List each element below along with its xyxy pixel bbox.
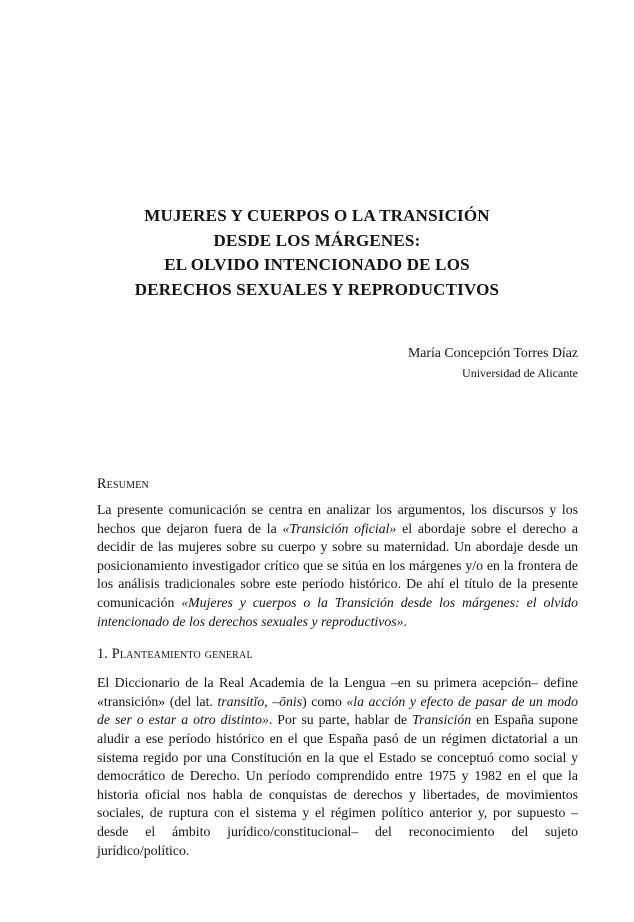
byline	[97, 344, 578, 381]
author-name: María Concepción Torres Díaz	[407, 345, 578, 360]
section-1-paragraph: El Diccionario de la Real Academia de la Lengua –en su primera acepción– define «transición» (del lat. transitĭo, –ōnis) como «la acción y efecto de pasar de un modo de ser o estar a otro distinto». Por su parte, hablar de Transición en España supone aludir a ese período histórico en el que España pasó de un régimen dictatorial a un sistema regido por una Constitución en la que el Estado se conceptuó como social y democrático de Derecho. Un período comprendido entre 1975 y 1982 en el que la historia oficial nos habla de conquistas de derechos y libertades, de movimientos sociales, de ruptura con el sistema y el régimen político anterior y, por supuesto –desde el ámbito jurídico/constitucional– del reconocimiento del sujeto jurídico/político.	[97, 675, 578, 858]
author-affiliation: Universidad de Alicante	[462, 366, 578, 380]
section-1-heading: 1. Planteamiento general	[97, 646, 253, 663]
title-line: DESDE LOS MÁRGENES:	[213, 230, 421, 250]
page-body	[97, 430, 578, 860]
paper-title	[56, 204, 578, 302]
abstract-heading: Resumen	[97, 476, 149, 492]
title-line: DERECHOS SEXUALES Y REPRODUCTIVOS	[134, 279, 500, 299]
title-line: MUJERES Y CUERPOS O LA TRANSICIÓN	[144, 206, 490, 225]
title-line: EL OLVIDO INTENCIONADO DE LOS	[164, 255, 470, 274]
abstract-paragraph: La presente comunicación se centra en analizar los argumentos, los discursos y los hechos que dejaron fuera de la «Transición oficial» el abordaje sobre el derecho a decidir de las mujeres sobre su cuerpo y sobre su maternidad. Un abordaje desde un posicionamiento investigador crítico que se sitúa en los márgenes y/o en la frontera de los análisis tradicionales sobre este período histórico. De ahí el título de la presente comunicación «Mujeres y cuerpos o la Transición desde los márgenes: el olvido intencionado de los derechos sexuales y reproductivos».	[97, 502, 578, 629]
